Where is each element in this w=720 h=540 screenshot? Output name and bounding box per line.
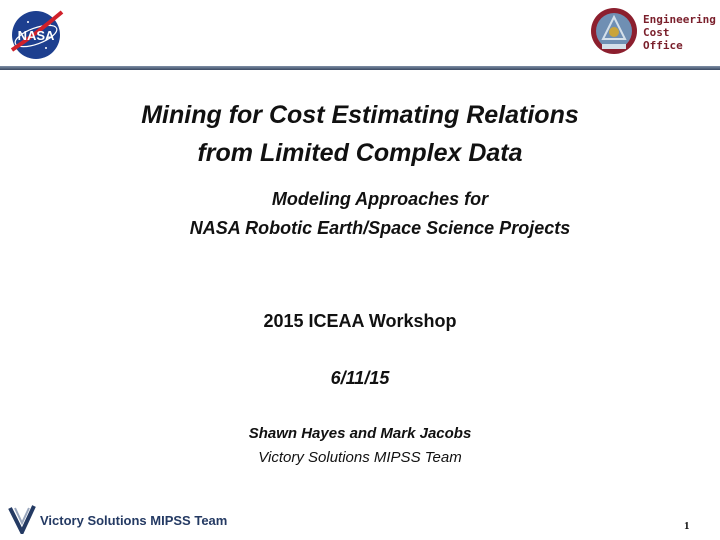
nasa-logo-icon bbox=[6, 4, 66, 64]
slide-title: Mining for Cost Estimating Relations from Limited Complex Data bbox=[141, 101, 579, 167]
slide-subtitle: Modeling Approaches for NASA Robotic Earth/Space Science Projects bbox=[189, 189, 571, 238]
engineering-cost-office-label: Engineering Cost Office bbox=[643, 13, 716, 52]
event-name: 2015 ICEAA Workshop bbox=[263, 311, 457, 331]
svg-text:NASA: NASA bbox=[17, 28, 55, 43]
header-divider bbox=[0, 66, 720, 70]
page-number: 1 bbox=[684, 520, 690, 532]
engineering-cost-office-seal-icon bbox=[589, 6, 639, 56]
author-names: Shawn Hayes and Mark Jacobs bbox=[248, 425, 472, 442]
slide-header bbox=[0, 0, 720, 68]
presentation-date: 6/11/15 bbox=[330, 368, 390, 388]
victory-solutions-logo-icon bbox=[8, 504, 36, 534]
footer-organization: Victory Solutions MIPSS Team bbox=[40, 513, 228, 528]
team-name: Victory Solutions MIPSS Team bbox=[258, 449, 462, 466]
